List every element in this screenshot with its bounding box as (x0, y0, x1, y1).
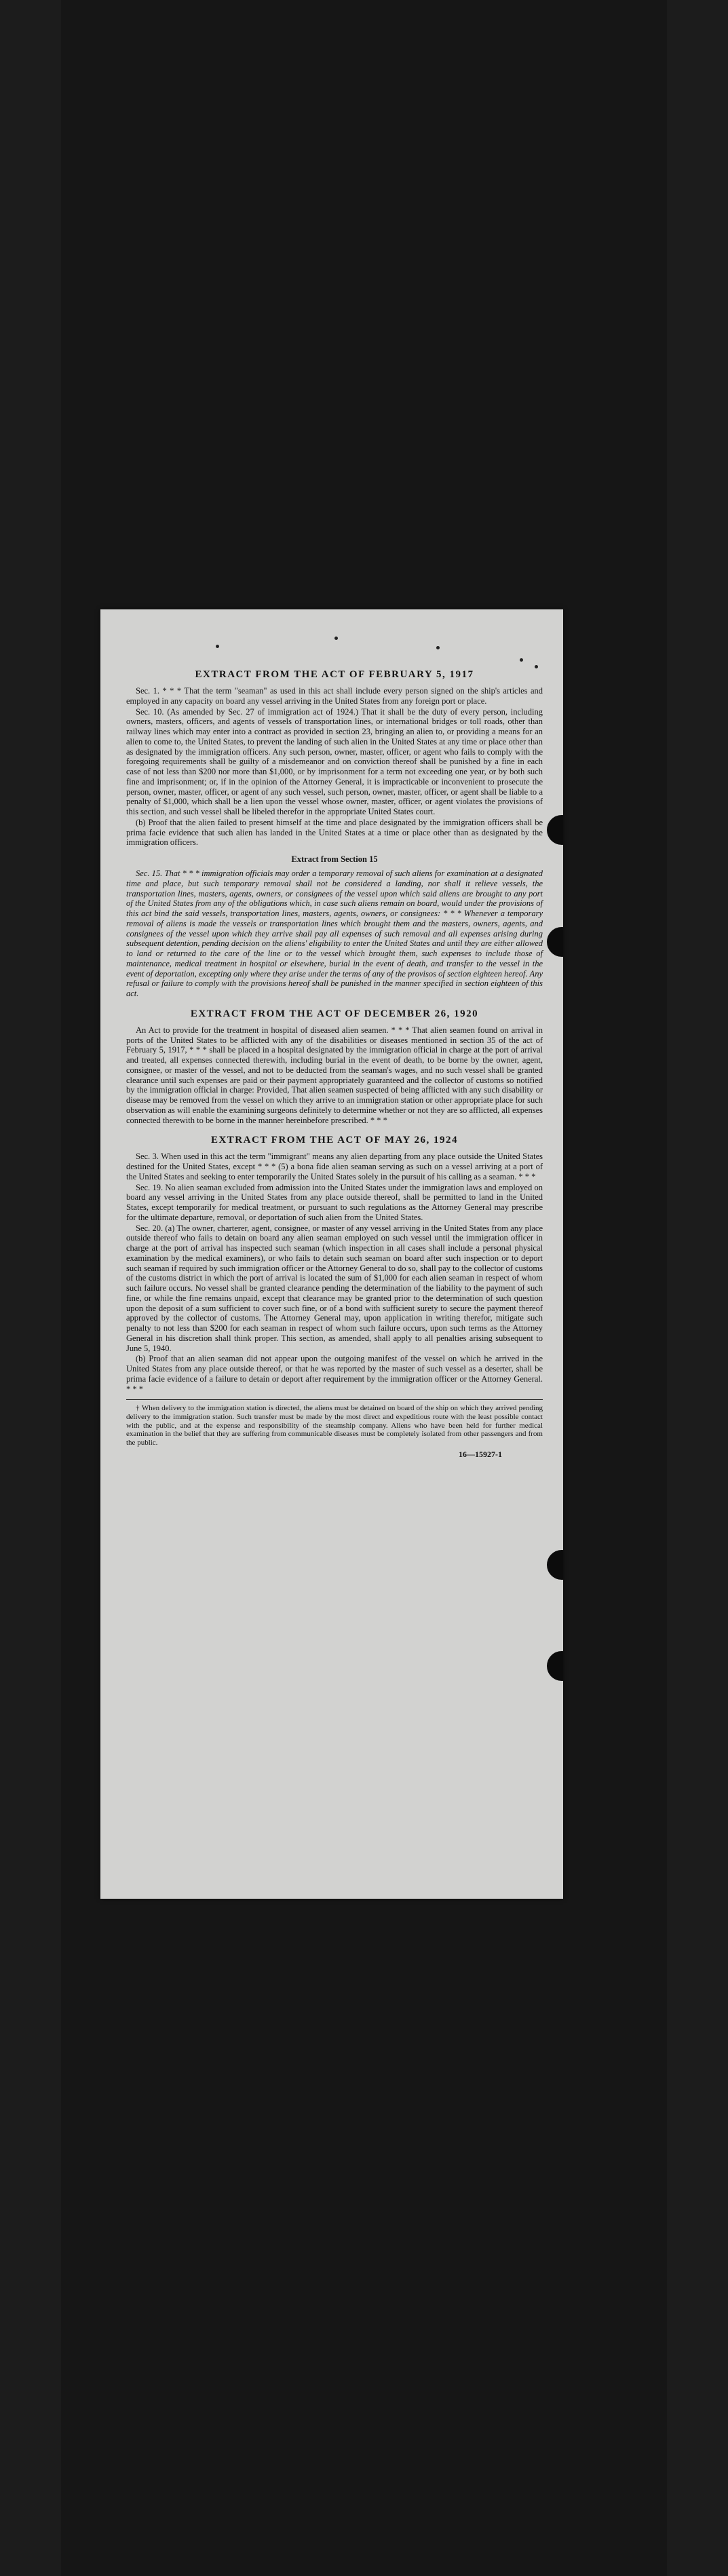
form-code: 16—15927-1 (459, 1450, 502, 1460)
film-edge-left (0, 0, 61, 2576)
heading-act-1917: EXTRACT FROM THE ACT OF FEBRUARY 5, 1917 (195, 669, 474, 680)
heading-section-15: Extract from Section 15 (291, 854, 378, 864)
punch-hole (547, 1550, 563, 1580)
section-3: Sec. 3. When used in this act the term "immigrant" means any alien departing from any place outside the United States destined for the United States, except * * * (5) a bona fide alien seaman serving as such on a vessel arriving at a port of the United States and seeking to enter temporarily the United States solely in the pursuit of his calling as a seaman. * * * (126, 1152, 543, 1181)
section-20a: Sec. 20. (a) The owner, charterer, agent, consignee, or master of any vessel arriving in the United States from any place outside thereof who fails to detain on board any alien seaman employed on such vessel until the immigration officer in charge at the port of arrival has inspected such seaman (which inspection in all cases shall include a personal physical examination by the medical examiners), or who fails to detain such seaman on board after such inspection or to deport such seaman if required by such immigration officer or the Attorney General to do so, shall pay to the collector of customs of the customs district in which the port of arrival is located the sum of $1,000 for each alien seaman in respect of whom such failure occurs. No vessel shall be granted clearance pending the determination of the liability to the payment of such fine, or while the fine remains unpaid, except that clearance may be granted prior to the determination of such question upon the deposit of a sum sufficient to cover such fine, or of a bond with sufficient surety to secure the payment thereof approved by the collector of customs. The Attorney General may, upon application in writing therefor, mitigate such penalty to not less than $200 for each seaman in respect of whom such failure occurs, upon such terms as the Attorney General in his discretion shall think proper. This section, as amended, shall apply to all penalties arising subsequent to June 5, 1940. (126, 1223, 543, 1353)
scanned-document-page (100, 609, 563, 1899)
section-1: Sec. 1. * * * That the term "seaman" as used in this act shall include every person signed on the ship's articles and employed in any capacity on board any vessel arriving in the United States from any foreign port or place. (126, 686, 543, 706)
section-19: Sec. 19. No alien seaman excluded from admission into the United States under the immigration laws and employed on board any vessel arriving in the United States from any place outside thereof, shall be permitted to land in the United States, except temporarily for medical treatment, or pursuant to such regulations as the Attorney General may prescribe for the ultimate departure, removal, or deportation of such alien from the United States. (126, 1182, 543, 1222)
section-20b: (b) Proof that an alien seaman did not appear upon the outgoing manifest of the vessel on which he arrived in the United States from any place outside thereof, or that he was reported by the master of such vessel as a deserter, shall be prima facie evidence of a failure to detain or deport after requirement by the immigration officer or the Attorney General. * * * (126, 1354, 543, 1394)
section-10a: Sec. 10. (As amended by Sec. 27 of immigration act of 1924.) That it shall be the duty of every person, including owners, masters, officers, and agents of vessels of transportation lines, or international bridges or toll roads, other than railway lines which may enter into a contract as provided in section 23, bringing an alien to, or providing a means for an alien to come to, the United States, to prevent the landing of such alien in the United States at any time or place other than as designated by the immigration officers. Any such person, owner, master, officer, or agent who fails to comply with the foregoing requirements shall be guilty of a misdemeanor and on conviction thereof shall be punished by a fine in each case of not less than $200 nor more than $1,000, or by imprisonment for a term not exceeding one year, or by both such fine and imprisonment; or, if in the opinion of the Attorney General, it is impracticable or inconvenient to prosecute the person, owner, master, officer, or agent of any such vessel, such person, owner, master, officer, or agent shall be liable to a penalty of $1,000, which shall be a lien upon the vessel whose owner, master, officer, or agent violates the provisions of this section, and such vessel shall be libeled therefor in the appropriate United States court. (126, 706, 543, 816)
act-1920-text: An Act to provide for the treatment in hospital of diseased alien seamen. * * * That alien seamen found on arrival in ports of the United States to be afflicted with any of the disabilities or diseases mentioned in section 35 of the act of February 5, 1917, * * * shall be placed in a hospital designated by the immigration official in charge at the port of arrival and treated, all expenses connected therewith, including burial in the event of death, to be borne by the owner, agent, consignee, or master of the vessel, and not to be deducted from the seaman's wages, and no such vessel shall be granted clearance until such expenses are paid or their payment appropriately guaranteed and the collector of customs so notified by the immigration official in charge: Provided, That alien seamen suspected of being afflicted with any such disability or disease may be removed from the vessel on which they arrive to an immigration station or other appropriate place for such observation as will enable the examining surgeons definitely to determine whether or not they are so afflicted, all expenses connected therewith to be borne in the manner hereinbefore prescribed. * * * (126, 1025, 543, 1125)
film-edge-right (667, 0, 728, 2576)
heading-act-1920: EXTRACT FROM THE ACT OF DECEMBER 26, 1920 (190, 1008, 479, 1019)
heading-act-1924: EXTRACT FROM THE ACT OF MAY 26, 1924 (210, 1135, 459, 1146)
footnote-block (126, 1404, 543, 1447)
divider (126, 1399, 543, 1400)
section-15: Sec. 15. That * * * immigration officials may order a temporary removal of such aliens for examination at a designated time and place, but such temporary removal shall not be considered a landing, nor shall it relieve vessels, the transportation lines, masters, agents, owners, or consignees of the vessel upon which said aliens are brought to any port of the United States from any of the obligations which, in case such aliens remain on board, would under the provisions of this act bind the said vessels, transportation lines, masters, agents, owners, or consignees: * * * Whenever a temporary removal of aliens is made the vessels or transportation lines which brought them and the masters, owners, agents, and consignees of the vessel upon which they arrive shall pay all expenses of such removal and all expenses arising during subsequent detention, pending decision on the aliens' eligibility to enter the United States and until they are either allowed to land or returned to the care of the line or to the vessel which brought them, such expenses to include those of maintenance, medical treatment in hospital or elsewhere, burial in the event of death, and transfer to the vessel in the event of deportation, excepting only where they arise under the terms of any of the provisos of section eighteen hereof. Any refusal or failure to comply with the provisions hereof shall be punished in the manner specified in section eighteen of this act. (126, 869, 543, 998)
section-10b: (b) Proof that the alien failed to present himself at the time and place designated by the immigration officers shall be prima facie evidence that such alien has landed in the United States at a time or place other than as designated by the immigration officers. (126, 817, 543, 848)
punch-hole (547, 1651, 563, 1681)
scan-specks (100, 630, 563, 670)
punch-hole (547, 815, 563, 845)
punch-hole (547, 927, 563, 957)
footnote: † When delivery to the immigration station is directed, the aliens must be detained on board of the ship on which they arrived pending delivery to the immigration station. Such transfer must be made by the most direct and expeditious route with the least possible contact with the public, and at the expense and responsibility of the steamship company. Aliens who have been held for further medical examination in the belief that they are suffering from communicable diseases must be completely isolated from other passengers and from the public. (126, 1404, 543, 1447)
